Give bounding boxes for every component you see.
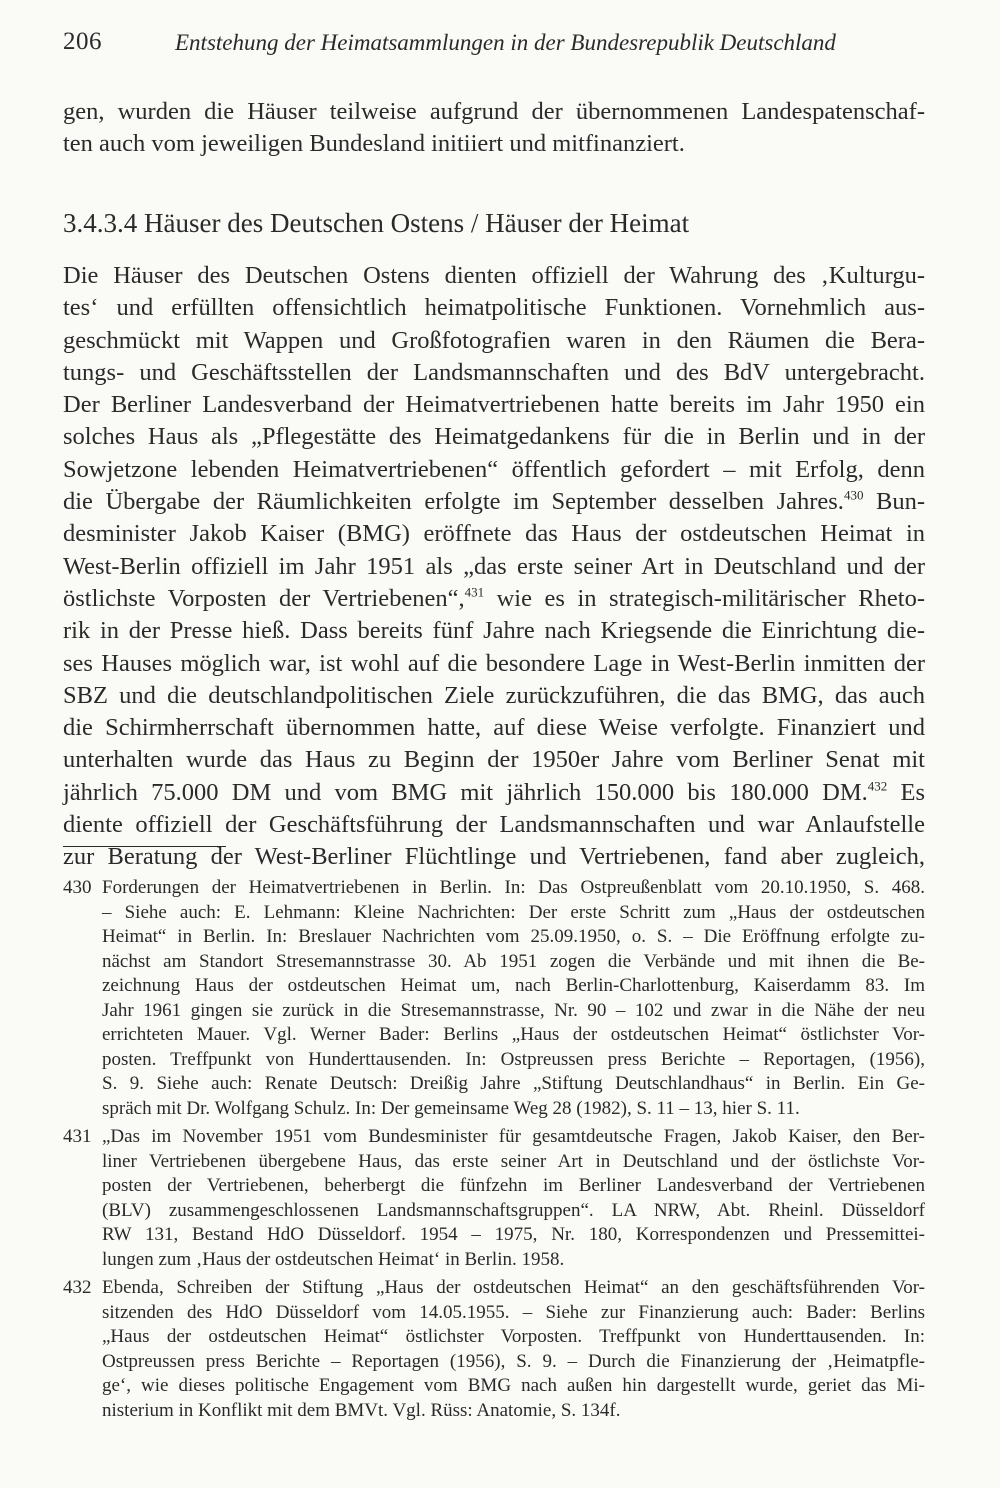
- text-line: desminister Jakob Kaiser (BMG) eröffnete das Haus der ostdeutschen Heimat in: [63, 520, 925, 548]
- footnotes: [63, 876, 925, 1427]
- text-line: rik in der Presse hieß. Dass bereits fünf Jahre nach Kriegsende die Einrichtung die-: [63, 617, 925, 645]
- footnote-line: errichteten Mauer. Vgl. Werner Bader: Berlins „Haus der ostdeutschen Heimat“ östlichster Vor-: [102, 1024, 925, 1045]
- text-line-with-ref: [63, 777, 925, 809]
- text-line: geschmückt mit Wappen und Großfotografien waren in den Räumen die Bera-: [63, 326, 925, 354]
- running-head: [63, 28, 943, 62]
- text-line: West-Berlin offiziell im Jahr 1951 als „das erste seiner Art in Deutschland und der: [63, 552, 925, 580]
- footnote-431: [63, 1125, 925, 1272]
- text-line-with-ref: [63, 583, 925, 615]
- text-line-with-ref: [63, 486, 925, 518]
- footnote-reference[interactable]: 432: [867, 778, 888, 793]
- line-text: östlichste Vorposten der Vertriebenen“,: [63, 584, 465, 612]
- footnote-line: lungen zum ‚Haus der ostdeutschen Heimat‘ in Berlin. 1958.: [102, 1248, 565, 1270]
- footnote-430: [63, 876, 925, 1121]
- section-heading: 3.4.3.4 Häuser des Deutschen Ostens / Häuser der Heimat: [63, 208, 690, 238]
- text-line: tes‘ und erfüllten offensichtlich heimatpolitische Funktionen. Vornehmlich aus-: [63, 294, 925, 322]
- footnote-line: sitzenden des HdO Düsseldorf vom 14.05.1955. – Siehe zur Finanzierung auch: Bader: Berlins: [102, 1301, 925, 1323]
- text-line: zur Beratung der West-Berliner Flüchtlinge und Vertriebenen, fand aber zugleich,: [63, 843, 925, 871]
- footnote-reference[interactable]: 431: [464, 584, 485, 600]
- footnote-line: „Das im November 1951 vom Bundesminister für gesamtdeutsche Fragen, Jakob Kaiser, den Ber-: [102, 1126, 925, 1147]
- text-line: Die Häuser des Deutschen Ostens dienten offiziell der Wahrung des ‚Kulturgu-: [63, 262, 925, 289]
- text-line: unterhalten wurde das Haus zu Beginn der 1950er Jahre vom Berliner Senat mit: [63, 746, 925, 774]
- footnote-432: [63, 1276, 925, 1423]
- footnote-line: spräch mit Dr. Wolfgang Schulz. In: Der gemeinsame Weg 28 (1982), S. 11 – 13, hier S. 11.: [102, 1097, 800, 1119]
- text-line: gen, wurden die Häuser teilweise aufgrund der übernommenen Landespatenschaf-: [63, 98, 925, 125]
- footnote-line: posten der Vertriebenen, beherbergt die fünfzehn im Berliner Landesverband der Vertriebenen: [102, 1175, 925, 1196]
- footnote-line: Forderungen der Heimatvertriebenen in Berlin. In: Das Ostpreußenblatt vom 20.10.1950, S. 468.: [102, 877, 925, 898]
- footnote-reference[interactable]: 430: [843, 487, 864, 503]
- line-text: wie es in strategisch-militärischer Rheto-: [484, 584, 925, 612]
- line-text: Bun-: [863, 488, 925, 516]
- text-line: ten auch vom jeweiligen Bundesland initiiert und mitfinanziert.: [63, 130, 685, 158]
- footnote-line: Jahr 1961 gingen sie zurück in die Stresemannstrasse, Nr. 90 – 102 und zwar in die Nähe der neu: [102, 999, 925, 1021]
- footnote-line: S. 9. Siehe auch: Renate Deutsch: Dreißig Jahre „Stiftung Deutschlandhaus“ in Berlin. Ein Ge-: [102, 1073, 925, 1094]
- text-line: Sowjetzone lebenden Heimatvertriebenen“ öffentlich gefordert – mit Erfolg, denn: [63, 455, 925, 483]
- footnote-line: nächst am Standort Stresemannstrasse 30. Ab 1951 zogen die Verbände und mit ihnen die Be-: [102, 950, 925, 972]
- footnote-line: (BLV) zusammengeschlossenen Landsmannschaftsgruppen“. LA NRW, Abt. Rheinl. Düsseldorf: [102, 1199, 925, 1221]
- text-line: tungs- und Geschäftsstellen der Landsmannschaften und des BdV untergebracht.: [63, 358, 925, 386]
- footnote-line: posten. Treffpunkt von Hunderttausenden. In: Ostpreussen press Berichte – Reportagen, (1956),: [102, 1048, 925, 1070]
- footnote-line: liner Vertriebenen übergebene Haus, das erste seiner Art in Deutschland und der östlichste Vor-: [102, 1150, 925, 1172]
- footnote-number: 431: [63, 1126, 92, 1147]
- footnote-text: [102, 876, 925, 1121]
- footnote-divider: [63, 846, 226, 847]
- line-text: die Übergabe der Räumlichkeiten erfolgte im September desselben Jahres.: [63, 488, 844, 516]
- page-number: 206: [63, 28, 102, 55]
- footnote-line: „Haus der ostdeutschen Heimat“ östlichster Vorposten. Treffpunkt von Hunderttausenden. In:: [102, 1326, 925, 1347]
- line-text: jährlich 75.000 DM und vom BMG mit jährlich 150.000 bis 180.000 DM.: [63, 778, 868, 806]
- text-line: Der Berliner Landesverband der Heimatvertriebenen hatte bereits im Jahr 1950 ein: [63, 391, 925, 419]
- footnote-number: 432: [63, 1277, 92, 1298]
- text-line: SBZ und die deutschlandpolitischen Ziele zurückzuführen, die das BMG, das auch: [63, 681, 925, 709]
- footnote-line: ge‘, wie dieses politische Engagement vom BMG nach außen hin dargestellt wurde, geriet das Mi-: [102, 1375, 925, 1396]
- text-line: diente offiziell der Geschäftsführung der Landsmannschaften und war Anlaufstelle: [63, 811, 925, 839]
- footnote-line: Ebenda, Schreiben der Stiftung „Haus der ostdeutschen Heimat“ an den geschäftsführenden Vor-: [102, 1277, 925, 1298]
- line-text: Es: [887, 778, 926, 806]
- footnote-text: [102, 1125, 925, 1272]
- footnote-line: nisterium in Konflikt mit dem BMVt. Vgl. Rüss: Anatomie, S. 134f.: [102, 1399, 621, 1421]
- footnote-line: zeichnung Haus der ostdeutschen Heimat um, nach Berlin-Charlottenburg, Kaiserdamm 83. Im: [102, 975, 925, 996]
- text-line: ses Hauses möglich war, ist wohl auf die besondere Lage in West-Berlin inmitten der: [63, 649, 925, 677]
- main-paragraph: [63, 260, 925, 874]
- footnote-line: Ostpreussen press Berichte – Reportagen (1956), S. 9. – Durch die Finanzierung der ‚Heimatpfle-: [102, 1350, 925, 1372]
- footnote-line: – Siehe auch: E. Lehmann: Kleine Nachrichten: Der erste Schritt zum „Haus der ostdeutschen: [102, 901, 925, 923]
- footnote-text: [102, 1276, 925, 1423]
- footnote-number: 430: [63, 877, 92, 898]
- text-line: die Schirmherrschaft übernommen hatte, auf diese Weise verfolgte. Finanziert und: [63, 714, 925, 742]
- footnote-line: Heimat“ in Berlin. In: Breslauer Nachrichten vom 25.09.1950, o. S. – Die Eröffnung erfolgte zu-: [102, 926, 925, 947]
- intro-paragraph: [63, 96, 925, 161]
- running-title: Entstehung der Heimatsammlungen in der Bundesrepublik Deutschland: [175, 30, 836, 55]
- text-line: solches Haus als „Pflegestätte des Heimatgedankens für die in Berlin und in der: [63, 423, 925, 451]
- footnote-line: RW 131, Bestand HdO Düsseldorf. 1954 – 1975, Nr. 180, Korrespondenzen und Pressemittei-: [102, 1224, 925, 1245]
